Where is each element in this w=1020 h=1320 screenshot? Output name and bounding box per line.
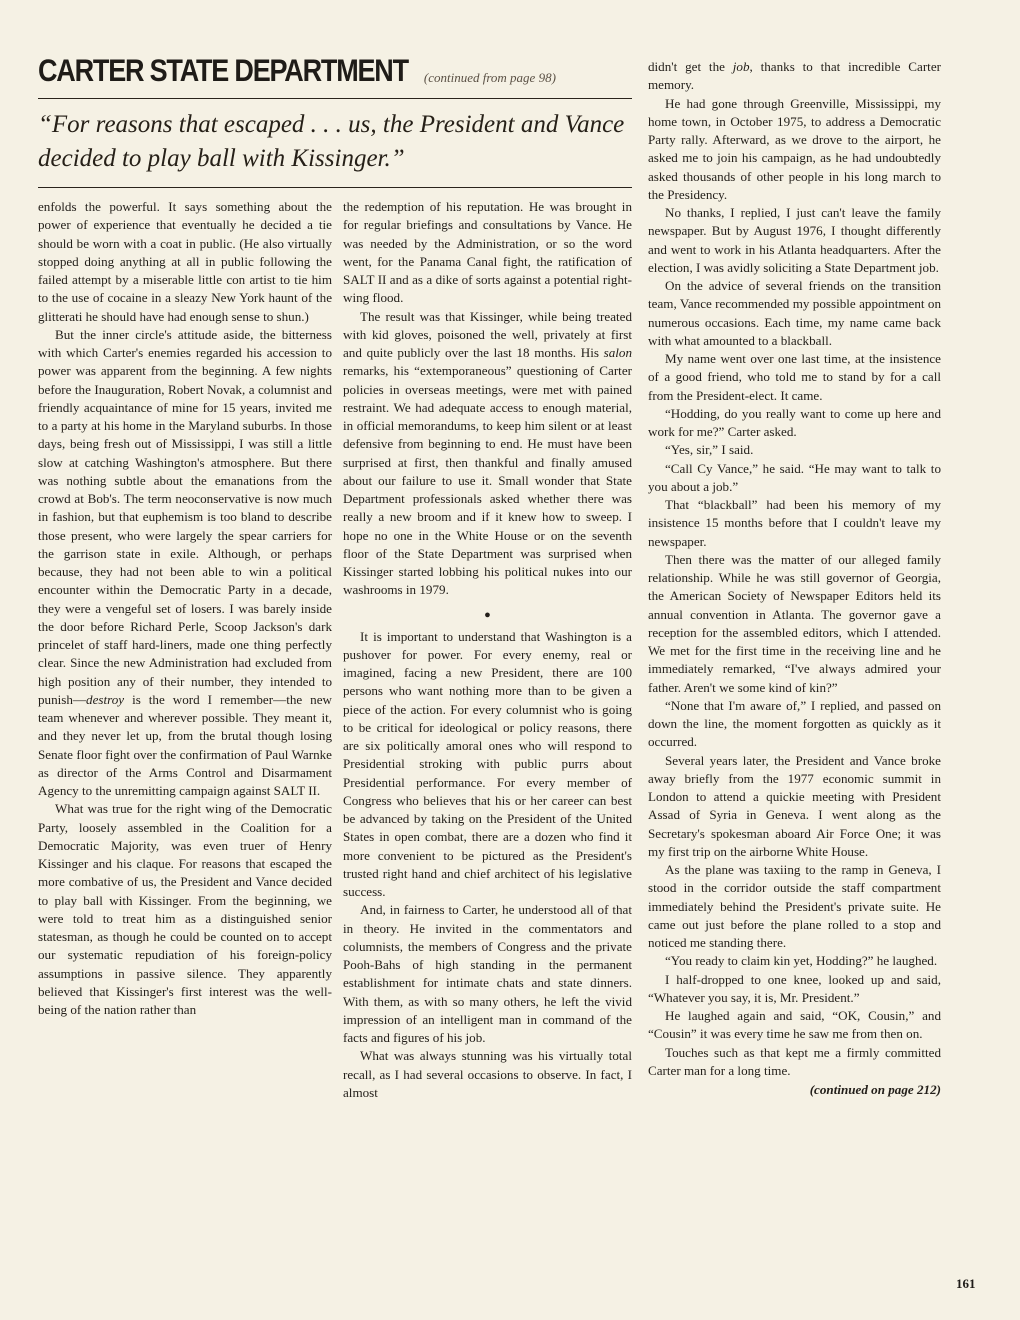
pull-quote: “For reasons that escaped . . . us, the President and Vance decided to play ball with Kissinger.”	[38, 111, 625, 172]
emphasis: destroy	[86, 691, 125, 707]
paragraph: “None that I'm aware of,” I replied, and passed on down the line, the moment forgotten as quickly as it occurred.	[648, 697, 941, 750]
paragraph: I half-dropped to one knee, looked up and said, “Whatever you say, it is, Mr. President.”	[648, 971, 941, 1005]
divider-rule	[38, 187, 632, 188]
paragraph: It is important to understand that Washington is a pushover for power. For every enemy, real or imagined, facing a new President, there are 100 persons who want nothing more than to be given a piece of the action. For every columnist who is going to be critical for ideological or policy reasons, there are six politically amoral ones who will respond to Presidential stroking with public purrs about Presidential performance. For every member of Congress who believes that his or her career can best be advanced by taking on the President of the United States in open combat, there are a dozen who find it more convenient to be pictured as the President's trusted right hand and chief architect of his legislative success.	[343, 628, 632, 899]
paragraph: didn't get the job, thanks to that incredible Carter memory.	[648, 59, 941, 93]
paragraph: enfolds the powerful. It says something about the power of experience that eventually he decided a tie should be worn with a coat in public. (He also virtually stopped doing anything at all in public following the failed attempt by a miserable little con artist to tie him to the use of cocaine in a sleazy New York haunt of the glitterati he should have had enough sense to shun.)	[38, 199, 332, 324]
text-column-2	[343, 198, 632, 1102]
divider-rule	[38, 98, 632, 99]
emphasis: salon	[603, 345, 632, 360]
paragraph: No thanks, I replied, I just can't leave the family newspaper. But by August 1976, I thought differently and went to work in his Atlanta headquarters. After the election, I was avidly soliciting a State Department job.	[648, 205, 941, 275]
page-number: 161	[956, 1276, 976, 1291]
paragraph: But the inner circle's attitude aside, the bitterness with which Carter's enemies regarded his accession to power was apparent from the beginning. A few nights before the Inauguration, Robert Novak, a columnist and friendly acquaintance of mine for 15 years, invited me to a party at his home in the Maryland suburbs. In those days, being fresh out of Mississippi, I was still a little slow at catching Washington's atmosphere. But there was nothing subtle about the emanations from the crowd at Bob's. The term neoconservative is now much in fashion, but that euphemism is too bland to describe those present, who were largely the spear carriers for the garrison state in exile. Although, or perhaps because, they had not been able to win a political encounter within the Democratic Party in a decade, they were a vengeful set of losers. I was barely inside the door before Richard Perle, Scoop Jackson's dark princelet of staff hard-liners, made one thing perfectly clear. Since the new Administration had excluded from high position any of their number, they intended to punish—destroy is the word I remember—the new team whenever and wherever possible. They meant it, and they never let up, from the brutal though losing Senate floor fight over the confirmation of Paul Warnke as director of the Arms Control and Disarmament Agency to the unremitting campaign against SALT II.	[38, 326, 332, 798]
continued-on-note: (continued on page 212)	[809, 1082, 941, 1097]
paragraph: Then there was the matter of our alleged family relationship. While he was still governor of Georgia, the American Society of Newspaper Editors held its annual convention in Atlanta. The governor gave a reception for the assembled editors, which I attended. We met for the first time in the receiving line and he immediately remarked, “I've always admired your father. Aren't we some kind of kin?”	[648, 551, 941, 695]
paragraph: On the advice of several friends on the transition team, Vance recommended my possible appointment on numerous occasions. Each time, my name came back with what amounted to a blackball.	[648, 278, 941, 348]
paragraph: That “blackball” had been his memory of my insistence 15 months before that I couldn't leave my newspaper.	[648, 497, 941, 549]
emphasis: job	[732, 59, 750, 74]
paragraph: What was true for the right wing of the Democratic Party, loosely assembled in the Coalition for a Democratic Majority, was even truer of Henry Kissinger and his claque. For reasons that escaped the more combative of us, the President and Vance decided to play ball with Kissinger. From the beginning, we were told to treat him as a distinguished senior statesman, as though he could be counted on to accept our systematic repudiation of his foreign-policy assumptions in passive silence. They apparently believed that Kissinger's first interest was the well-being of the nation rather than	[38, 801, 332, 1017]
continued-from-note: (continued from page 98)	[423, 70, 556, 85]
paragraph: “Call Cy Vance,” he said. “He may want to talk to you about a job.”	[648, 460, 941, 494]
section-separator: ●	[484, 608, 491, 621]
paragraph: My name went over one last time, at the insistence of a good friend, who told me to stand by for a call from the President-elect. It came.	[648, 351, 941, 403]
paragraph: Several years later, the President and Vance broke away briefly from the 1977 economic summit in London to attend a quickie meeting with President Assad of Syria in Geneva. I went along as the Secretary's spokesman aboard Air Force One; it was my first trip on the airborne White House.	[648, 752, 941, 859]
paragraph: the redemption of his reputation. He was brought in for regular briefings and consultations by Vance. He was needed by the Administration, or so the word went, for the Panama Canal fight, the ratification of SALT II and as a dike of sorts against a potential right-wing flood.	[343, 199, 632, 306]
paragraph: And, in fairness to Carter, he understood all of that in theory. He invited in the commentators and columnists, the members of Congress and the private Pooh-Bahs of high standing in the permanent establishment for intimate chats and state dinners. With them, as with so many others, he left the vivid impression of an intelligent man in command of the facts and figures of his job.	[343, 902, 632, 1045]
text-column-3	[648, 58, 941, 1099]
paragraph: As the plane was taxiing to the ramp in Geneva, I stood in the corridor outside the staff compartment immediately behind the President's private suite. He came out just before the plane rolled to a stop and noticed me standing there.	[648, 862, 941, 950]
paragraph: The result was that Kissinger, while being treated with kid gloves, poisoned the well, privately at first and quite publicly over the last 18 months. His salon remarks, his “extemporaneous” questioning of Carter policies in overseas meetings, were met with pained restraint. We had adequate access to enough material, in official memorandums, to keep him silent or at least defensive from beginning to end. He must have been surprised at first, then thankful and finally amused about our failure to use it. Small wonder that State Department professionals asked whether there was really a new broom and if it knew how to sweep. I hope no one in the White House or on the seventh floor of the State Department was surprised when Kissinger started lobbing his political nukes into our washrooms in 1979.	[343, 308, 632, 598]
text-column-1	[38, 198, 332, 1019]
section-title: CARTER STATE DEPARTMENT	[38, 53, 408, 88]
paragraph: “Yes, sir,” I said.	[665, 442, 754, 458]
paragraph: What was always stunning was his virtually total recall, as I had several occasions to observe. In fact, I almost	[343, 1048, 632, 1100]
paragraph: “You ready to claim kin yet, Hodding?” he laughed.	[665, 953, 938, 969]
paragraph: He laughed again and said, “OK, Cousin,” and “Cousin” it was every time he saw me from then on.	[648, 1008, 941, 1042]
section-header	[38, 53, 638, 94]
paragraph: Touches such as that kept me a firmly committed Carter man for a long time.	[648, 1044, 941, 1078]
paragraph: He had gone through Greenville, Mississippi, my home town, in October 1975, to address a Democratic Party rally. Afterward, as we drove to the airport, he asked me to join his campaign, as he had undoubtedly asked thousands of other people in his long march to the Presidency.	[648, 95, 941, 202]
paragraph: “Hodding, do you really want to come up here and work for me?” Carter asked.	[648, 405, 941, 439]
